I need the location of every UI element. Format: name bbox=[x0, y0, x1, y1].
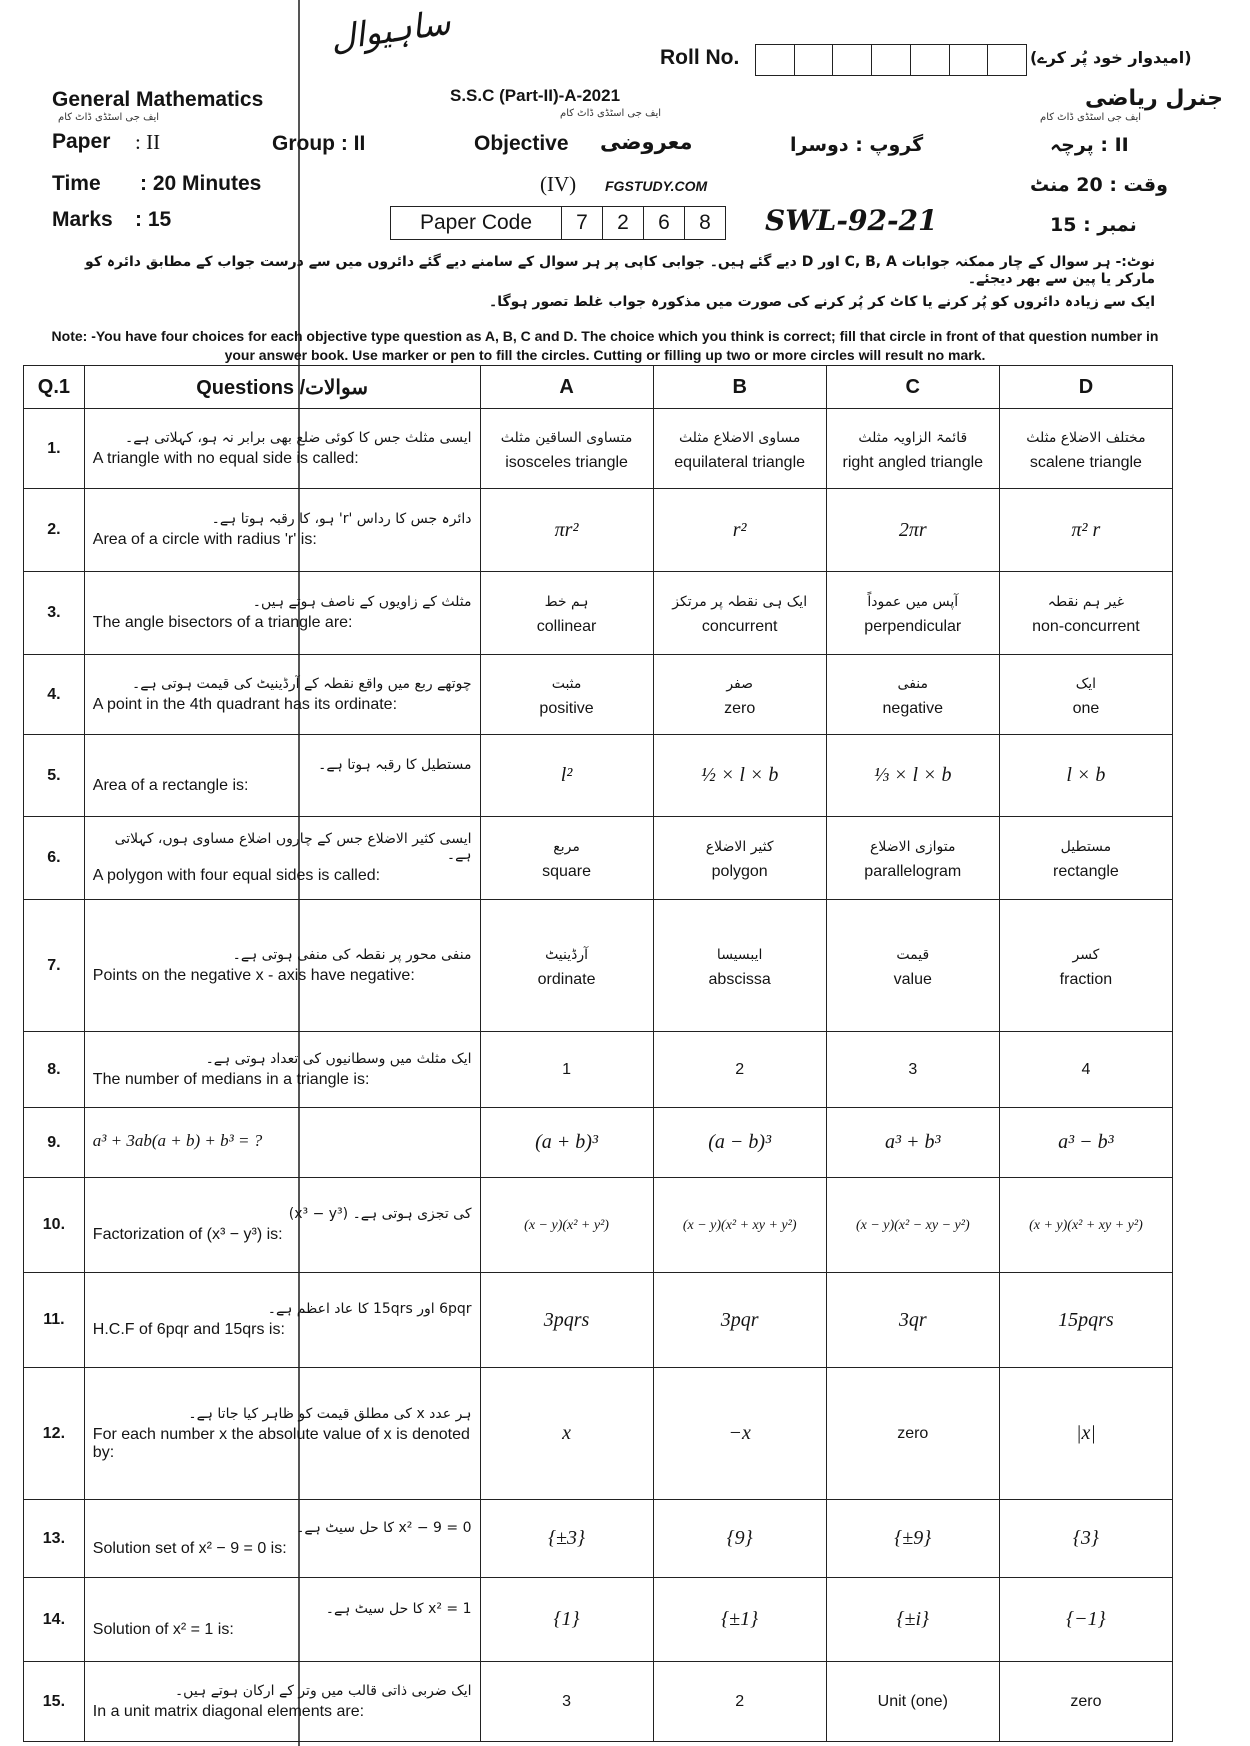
option-b[interactable] bbox=[653, 1273, 826, 1368]
question-number: 9. bbox=[24, 1108, 85, 1178]
time-value: : 20 Minutes bbox=[140, 172, 262, 195]
option-d[interactable] bbox=[999, 817, 1172, 900]
option-d[interactable] bbox=[999, 1273, 1172, 1368]
question-math: a³ + 3ab(a + b) + b³ = ? bbox=[92, 1130, 263, 1150]
watermark-left: ایف جی اسٹڈی ڈاٹ کام bbox=[58, 112, 160, 123]
option-math: l × b bbox=[1066, 764, 1106, 786]
option-c[interactable] bbox=[826, 900, 999, 1032]
option-c[interactable] bbox=[826, 489, 999, 572]
signature: ساہیوال bbox=[327, 2, 454, 60]
option-urdu: ہم خط bbox=[544, 594, 589, 610]
question-english: The number of medians in a triangle is: bbox=[92, 1070, 370, 1088]
question-urdu: ایسی کثیر الاضلاع جس کے چاروں اضلاع مساوی ہوں، کہلاتی ہے۔ bbox=[114, 831, 472, 863]
option-a[interactable] bbox=[480, 900, 653, 1032]
option-math: |x| bbox=[1075, 1422, 1096, 1444]
question-cell bbox=[84, 1578, 480, 1662]
option-urdu: متساوی الساقین مثلث bbox=[500, 429, 633, 446]
exam-title: S.S.C (Part-II)-A-2021 bbox=[450, 86, 621, 105]
option-math: (a + b)³ bbox=[535, 1131, 598, 1153]
option-b[interactable] bbox=[653, 1178, 826, 1273]
option-d[interactable] bbox=[999, 572, 1172, 655]
marks-value: : 15 bbox=[135, 208, 172, 231]
question-urdu: منفی محور پر نقطہ کی منفی ہوتی ہے۔ bbox=[232, 946, 472, 963]
paper-code-digit: 7 bbox=[562, 207, 603, 239]
question-cell bbox=[84, 1178, 480, 1273]
question-cell bbox=[84, 655, 480, 735]
option-math: ⅓ × l × b bbox=[873, 764, 952, 786]
question-cell bbox=[84, 489, 480, 572]
option-english: rectangle bbox=[1053, 863, 1119, 880]
question-english: Solution of x² = 1 is: bbox=[92, 1620, 234, 1638]
objective-label: Objective bbox=[474, 132, 569, 155]
paper-code-box bbox=[390, 206, 726, 240]
option-c[interactable] bbox=[826, 1032, 999, 1108]
option-english: zero bbox=[724, 699, 756, 717]
option-b[interactable] bbox=[653, 409, 826, 489]
question-number: 1. bbox=[24, 409, 85, 489]
option-urdu: ایبسیسا bbox=[716, 946, 763, 963]
option-english: scalene triangle bbox=[1029, 453, 1142, 471]
option-b[interactable] bbox=[653, 1368, 826, 1500]
option-english: ordinate bbox=[537, 970, 596, 988]
option-d[interactable] bbox=[999, 1178, 1172, 1273]
question-number: 11. bbox=[24, 1273, 85, 1368]
option-b[interactable] bbox=[653, 900, 826, 1032]
option-c[interactable] bbox=[826, 655, 999, 735]
option-c[interactable] bbox=[826, 1273, 999, 1368]
marks-label: Marks bbox=[52, 208, 113, 231]
question-urdu: ایسی مثلث جس کا کوئی ضلع بھی برابر نہ ہو، کہلاتی ہے۔ bbox=[125, 429, 472, 446]
option-english: perpendicular bbox=[864, 618, 962, 635]
question-english: Points on the negative x - axis have negative: bbox=[92, 966, 415, 984]
option-english: abscissa bbox=[708, 970, 771, 988]
option-math: {3} bbox=[1072, 1527, 1099, 1549]
watermark-center: ایف جی اسٹڈی ڈاٹ کام bbox=[560, 108, 662, 119]
col-questions: Questions /سوالات bbox=[84, 366, 480, 409]
option-urdu: آرڈینیٹ bbox=[545, 946, 589, 963]
option-a[interactable] bbox=[480, 1273, 653, 1368]
time-ur: وقت : 20 منٹ bbox=[1030, 174, 1168, 196]
option-math: (x − y)(x² + y²) bbox=[524, 1218, 609, 1233]
option-math: 3pqr bbox=[720, 1308, 759, 1331]
option-d[interactable] bbox=[999, 735, 1172, 817]
option-d[interactable] bbox=[999, 1500, 1172, 1578]
option-math: {±i} bbox=[896, 1608, 930, 1630]
option-urdu: مستطیل bbox=[1060, 839, 1112, 855]
col-a: A bbox=[480, 366, 653, 409]
questions-table bbox=[23, 365, 1173, 1742]
option-c[interactable] bbox=[826, 735, 999, 817]
option-b[interactable] bbox=[653, 817, 826, 900]
option-english: collinear bbox=[536, 618, 597, 635]
table-row bbox=[24, 489, 1173, 572]
question-cell bbox=[84, 900, 480, 1032]
option-a[interactable] bbox=[480, 817, 653, 900]
option-english: negative bbox=[882, 699, 944, 717]
question-urdu: ہر عدد x کی مطلق قیمت کو ظاہر کیا جاتا ہے۔ bbox=[188, 1405, 472, 1422]
option-c[interactable] bbox=[826, 817, 999, 900]
option-d[interactable] bbox=[999, 1368, 1172, 1500]
option-urdu: مختلف الاضلاع مثلث bbox=[1026, 429, 1146, 446]
question-number: 12. bbox=[24, 1368, 85, 1500]
question-cell bbox=[84, 1500, 480, 1578]
option-c[interactable] bbox=[826, 1178, 999, 1273]
question-english: For each number x the absolute value of x is denoted by: bbox=[92, 1425, 470, 1461]
question-urdu: مستطیل کا رقبہ ہوتا ہے۔ bbox=[318, 756, 472, 773]
paper-code-digit: 2 bbox=[603, 207, 644, 239]
table-row bbox=[24, 1032, 1173, 1108]
option-urdu: قائمۃ الزاویہ مثلث bbox=[858, 429, 968, 446]
option-math: {−1} bbox=[1066, 1608, 1106, 1630]
question-number: 8. bbox=[24, 1032, 85, 1108]
option-c[interactable] bbox=[826, 1108, 999, 1178]
subject-en: General Mathematics bbox=[52, 88, 264, 111]
table-row bbox=[24, 1108, 1173, 1178]
instruction-urdu-2: ایک سے زیادہ دائروں کو پُر کرنے یا کاٹ کر پُر کرنے کی صورت میں مذکورہ جواب غلط تصور ہوگا۔ bbox=[489, 294, 1155, 310]
question-english: The angle bisectors of a triangle are: bbox=[92, 614, 353, 631]
option-math: (x + y)(x² + xy + y²) bbox=[1029, 1218, 1143, 1233]
candidate-note: (امیدوار خود پُر کرے) bbox=[1030, 48, 1192, 67]
option-b[interactable] bbox=[653, 1662, 826, 1742]
group-label: Group : II bbox=[272, 132, 366, 155]
option-english: positive bbox=[539, 699, 594, 717]
option-a[interactable] bbox=[480, 409, 653, 489]
roll-label: Roll No. bbox=[660, 46, 740, 69]
option-math: 3qr bbox=[898, 1308, 927, 1331]
paper-ur: II : پرچہ bbox=[1050, 134, 1129, 156]
question-number: 2. bbox=[24, 489, 85, 572]
question-number: 4. bbox=[24, 655, 85, 735]
col-c: C bbox=[826, 366, 999, 409]
question-english: Area of a circle with radius 'r' is: bbox=[92, 531, 317, 548]
question-cell bbox=[84, 1273, 480, 1368]
option-english: isosceles triangle bbox=[505, 453, 628, 471]
option-math: −x bbox=[728, 1422, 751, 1444]
option-d[interactable] bbox=[999, 1032, 1172, 1108]
paper-code-digit: 8 bbox=[699, 211, 711, 234]
roll-number-boxes[interactable] bbox=[755, 44, 1027, 76]
option-c[interactable] bbox=[826, 409, 999, 489]
option-b[interactable] bbox=[653, 735, 826, 817]
option-b[interactable] bbox=[653, 489, 826, 572]
variant: (IV) bbox=[540, 172, 577, 196]
option-math: {±1} bbox=[721, 1608, 759, 1630]
option-c[interactable] bbox=[826, 572, 999, 655]
option-urdu: مساوی الاضلاع مثلث bbox=[678, 429, 801, 446]
option-english: 4 bbox=[1081, 1060, 1091, 1078]
question-urdu: ایک ضربی ذاتی قالب میں وتر کے ارکان ہوتے ہیں۔ bbox=[174, 1682, 472, 1699]
option-math: {1} bbox=[553, 1608, 580, 1630]
option-urdu: قیمت bbox=[896, 946, 930, 963]
option-b[interactable] bbox=[653, 1500, 826, 1578]
question-cell bbox=[84, 1662, 480, 1742]
option-english: 3 bbox=[908, 1060, 918, 1078]
question-cell bbox=[84, 572, 480, 655]
option-a[interactable] bbox=[480, 489, 653, 572]
instruction-urdu-1: نوٹ:- ہر سوال کے چار ممکنہ جوابات C, B, A اور D دیے گئے ہیں۔ جوابی کاپی پر ہر سوال کے سامنے دیے گئے دائروں میں سے درست جواب کے مطابق دائرہ کو مارکر یا پین سے بھر دیجئے۔ bbox=[85, 254, 1155, 287]
col-q: Q.1 bbox=[24, 366, 85, 409]
option-d[interactable] bbox=[999, 1108, 1172, 1178]
table-row bbox=[24, 1578, 1173, 1662]
option-math: x bbox=[562, 1422, 571, 1444]
question-number: 13. bbox=[24, 1500, 85, 1578]
question-cell bbox=[84, 1032, 480, 1108]
table-row bbox=[24, 1273, 1173, 1368]
option-d[interactable] bbox=[999, 900, 1172, 1032]
question-number: 6. bbox=[24, 817, 85, 900]
option-urdu: کثیر الاضلاع bbox=[705, 839, 774, 855]
option-urdu: صفر bbox=[726, 675, 754, 692]
option-english: equilateral triangle bbox=[674, 453, 806, 471]
question-number: 7. bbox=[24, 900, 85, 1032]
question-urdu: کی تجزی ہوتی ہے۔ (x³ − y³) bbox=[288, 1206, 472, 1222]
option-c[interactable] bbox=[826, 1578, 999, 1662]
option-a[interactable] bbox=[480, 1500, 653, 1578]
option-english: square bbox=[542, 863, 592, 880]
option-c[interactable] bbox=[826, 1662, 999, 1742]
question-urdu: x² − 9 = 0 کا حل سیٹ ہے۔ bbox=[296, 1519, 472, 1536]
question-english: In a unit matrix diagonal elements are: bbox=[92, 1702, 365, 1720]
option-b[interactable] bbox=[653, 1108, 826, 1178]
question-number: 3. bbox=[24, 572, 85, 655]
table-row bbox=[24, 572, 1173, 655]
option-d[interactable] bbox=[999, 489, 1172, 572]
option-english: right angled triangle bbox=[842, 453, 984, 471]
option-math: a³ + b³ bbox=[885, 1131, 941, 1153]
option-english: fraction bbox=[1059, 970, 1113, 988]
option-d[interactable] bbox=[999, 655, 1172, 735]
question-cell bbox=[84, 1108, 480, 1178]
option-urdu: کسر bbox=[1072, 946, 1100, 963]
question-english: Solution set of x² − 9 = 0 is: bbox=[92, 1539, 287, 1557]
option-a[interactable] bbox=[480, 735, 653, 817]
marks-ur: نمبر : 15 bbox=[1050, 214, 1137, 236]
question-urdu: مثلث کے زاویوں کے ناصف ہوتے ہیں۔ bbox=[252, 594, 472, 610]
table-row bbox=[24, 900, 1173, 1032]
option-d[interactable] bbox=[999, 409, 1172, 489]
option-a[interactable] bbox=[480, 1368, 653, 1500]
option-english: 2 bbox=[735, 1060, 745, 1078]
option-math: 3pqrs bbox=[543, 1308, 590, 1331]
option-math: π² r bbox=[1071, 518, 1101, 541]
option-a[interactable] bbox=[480, 1108, 653, 1178]
option-english: non-concurrent bbox=[1032, 618, 1140, 635]
option-math: 2πr bbox=[898, 518, 927, 541]
question-cell bbox=[84, 1368, 480, 1500]
table-row bbox=[24, 655, 1173, 735]
question-cell bbox=[84, 409, 480, 489]
instruction-english: Note: -You have four choices for each objective type question as A, B, C and D. The choice which you think is correct; fill that circle in front of that question number in your answer book. Use marker or pen to fill the circles. Cutting or filling up two or more circles will result no mark. bbox=[51, 328, 1159, 363]
option-math: (a − b)³ bbox=[708, 1131, 772, 1153]
paper-label: Paper bbox=[52, 130, 111, 153]
option-urdu: ایک ہی نقطہ پر مرتکز bbox=[672, 594, 808, 610]
question-urdu: چوتھے ربع میں واقع نقطہ کے آرڈینیٹ کی قیمت ہوتی ہے۔ bbox=[132, 675, 472, 692]
option-a[interactable] bbox=[480, 572, 653, 655]
option-urdu: مثبت bbox=[551, 675, 582, 692]
option-urdu: ایک bbox=[1075, 675, 1097, 692]
question-number: 15. bbox=[24, 1662, 85, 1742]
option-d[interactable] bbox=[999, 1578, 1172, 1662]
option-english: zero bbox=[897, 1424, 929, 1442]
paper-value: : II bbox=[135, 130, 161, 154]
option-english: one bbox=[1072, 699, 1100, 717]
option-english: zero bbox=[1070, 1692, 1102, 1710]
option-b[interactable] bbox=[653, 572, 826, 655]
site-header: FGSTUDY.COM bbox=[605, 178, 708, 194]
option-math: {9} bbox=[726, 1527, 753, 1549]
question-urdu: دائرہ جس کا رداس 'r' ہو، کا رقبہ ہوتا ہے۔ bbox=[211, 511, 472, 527]
option-b[interactable] bbox=[653, 1032, 826, 1108]
table-row bbox=[24, 1500, 1173, 1578]
option-math: 15pqrs bbox=[1058, 1308, 1114, 1331]
question-number: 5. bbox=[24, 735, 85, 817]
table-row bbox=[24, 817, 1173, 900]
option-math: πr² bbox=[554, 518, 579, 541]
option-urdu: متوازی الاضلاع bbox=[870, 839, 956, 855]
option-a[interactable] bbox=[480, 1662, 653, 1742]
paper-code-digit: 6 bbox=[644, 207, 685, 239]
question-urdu: x² = 1 کا حل سیٹ ہے۔ bbox=[325, 1600, 472, 1617]
option-math: {±3} bbox=[548, 1527, 586, 1549]
option-a[interactable] bbox=[480, 1578, 653, 1662]
table-row bbox=[24, 1368, 1173, 1500]
group-ur: گروپ : دوسرا bbox=[790, 134, 924, 156]
col-b: B bbox=[653, 366, 826, 409]
question-urdu: ایک مثلث میں وسطانیوں کی تعداد ہوتی ہے۔ bbox=[205, 1050, 472, 1067]
question-english: Area of a rectangle is: bbox=[92, 776, 249, 794]
option-english: 3 bbox=[562, 1692, 571, 1710]
option-a[interactable] bbox=[480, 1178, 653, 1273]
option-english: parallelogram bbox=[864, 863, 962, 880]
question-english: A point in the 4th quadrant has its ordinate: bbox=[92, 695, 398, 713]
option-math: (x − y)(x² − xy − y²) bbox=[855, 1218, 970, 1233]
option-english: polygon bbox=[711, 863, 768, 880]
time-label: Time bbox=[52, 172, 101, 195]
option-math: l² bbox=[560, 764, 573, 786]
question-number: 14. bbox=[24, 1578, 85, 1662]
option-english: concurrent bbox=[701, 618, 778, 635]
option-english: 1 bbox=[562, 1060, 571, 1078]
question-english: Factorization of (x³ − y³) is: bbox=[92, 1226, 283, 1243]
option-b[interactable] bbox=[653, 1578, 826, 1662]
handwritten-code: SWL-92-21 bbox=[765, 204, 938, 237]
question-english: H.C.F of 6pqr and 15qrs is: bbox=[92, 1321, 285, 1338]
option-urdu: آپس میں عموداً bbox=[867, 594, 959, 610]
watermark-right: ایف جی اسٹڈی ڈاٹ کام bbox=[1040, 112, 1142, 123]
option-math: (x − y)(x² + xy + y²) bbox=[682, 1218, 797, 1233]
option-c[interactable] bbox=[826, 1500, 999, 1578]
question-cell bbox=[84, 817, 480, 900]
paper-code-label: Paper Code bbox=[391, 207, 562, 239]
option-math: ½ × l × b bbox=[700, 764, 779, 786]
option-english: value bbox=[893, 970, 932, 988]
option-math: {±9} bbox=[894, 1527, 932, 1549]
subject-ur: جنرل ریاضی bbox=[1085, 86, 1223, 111]
option-d[interactable] bbox=[999, 1662, 1172, 1742]
objective-ur: معروضی bbox=[600, 130, 693, 154]
question-english: A triangle with no equal side is called: bbox=[92, 449, 359, 467]
option-urdu: منفی bbox=[897, 675, 929, 692]
option-english: Unit (one) bbox=[877, 1692, 948, 1710]
question-urdu: 6pqr اور 15qrs کا عاد اعظم ہے۔ bbox=[267, 1301, 472, 1317]
option-english: 2 bbox=[735, 1692, 745, 1710]
option-urdu: مربع bbox=[553, 839, 580, 855]
option-math: r² bbox=[732, 518, 747, 541]
col-d: D bbox=[999, 366, 1172, 409]
option-c[interactable] bbox=[826, 1368, 999, 1500]
question-english: A polygon with four equal sides is called: bbox=[92, 867, 381, 884]
option-urdu: غیر ہم نقطہ bbox=[1047, 594, 1125, 610]
table-header-row bbox=[24, 366, 1173, 409]
table-row bbox=[24, 409, 1173, 489]
question-cell bbox=[84, 735, 480, 817]
table-row bbox=[24, 735, 1173, 817]
question-number: 10. bbox=[24, 1178, 85, 1273]
option-a[interactable] bbox=[480, 1032, 653, 1108]
option-math: a³ − b³ bbox=[1058, 1131, 1114, 1153]
table-row bbox=[24, 1662, 1173, 1742]
table-row bbox=[24, 1178, 1173, 1273]
option-b[interactable] bbox=[653, 655, 826, 735]
option-a[interactable] bbox=[480, 655, 653, 735]
